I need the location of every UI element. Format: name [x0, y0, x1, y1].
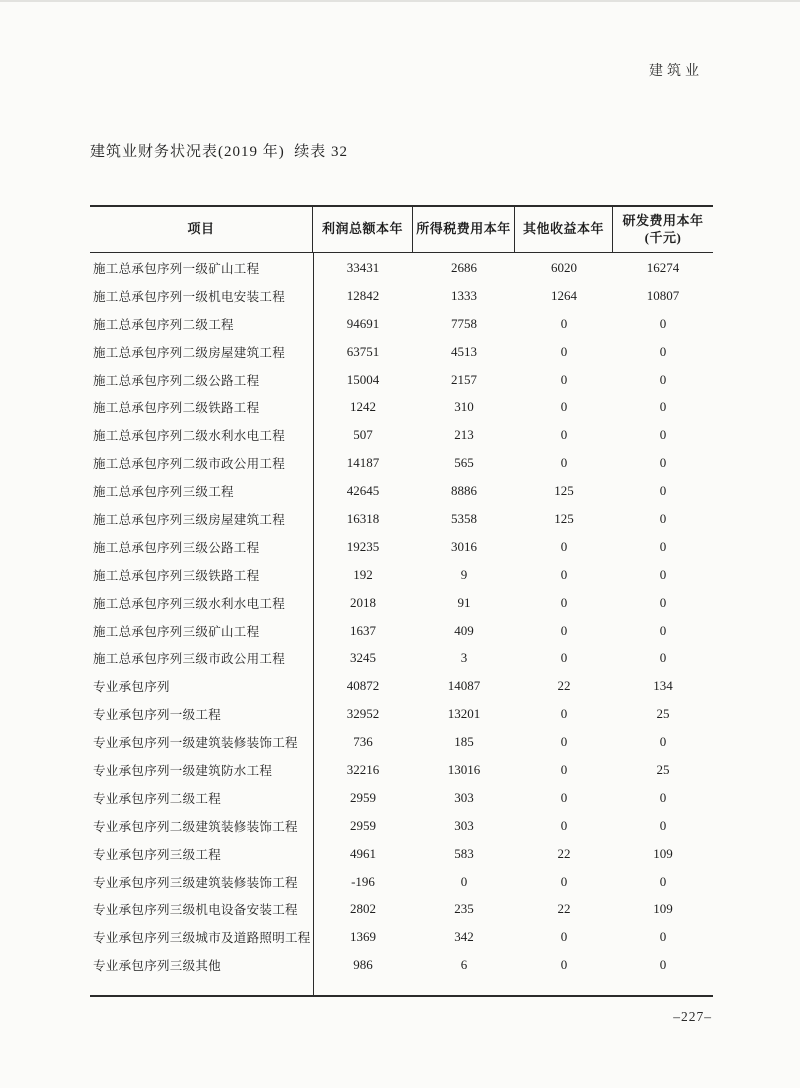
- other-income-cell: 125: [554, 483, 574, 499]
- total-profit-cell: 14187: [346, 455, 380, 471]
- total-profit-cell: 192: [353, 566, 373, 582]
- total-profit-cell: 986: [353, 957, 373, 973]
- total-profit-cell: 1369: [350, 929, 376, 945]
- column-header-item: 项目: [90, 207, 313, 252]
- table-row: [90, 728, 713, 756]
- item-cell: 施工总承包序列三级市政公用工程: [93, 652, 286, 667]
- item-cell: 施工总承包序列一级机电安装工程: [93, 289, 286, 304]
- income-tax-cell: 6: [460, 957, 468, 973]
- item-cell: 专业承包序列二级工程: [93, 791, 222, 806]
- total-profit-cell: 12842: [346, 287, 380, 303]
- rd-expense-cell: 0: [659, 789, 667, 805]
- table-row: [90, 672, 713, 700]
- income-tax-cell: 7758: [451, 315, 477, 331]
- other-income-cell: 0: [560, 650, 568, 666]
- table-row: [90, 310, 713, 338]
- other-income-cell: 0: [560, 399, 568, 415]
- other-income-cell: 0: [560, 929, 568, 945]
- table-row: [90, 617, 713, 645]
- item-cell: 专业承包序列一级建筑防水工程: [93, 763, 273, 778]
- other-income-cell: 6020: [551, 259, 577, 275]
- total-profit-cell: 736: [353, 734, 373, 750]
- item-cell: 施工总承包序列二级水利水电工程: [93, 429, 286, 444]
- total-profit-cell: 2959: [350, 817, 376, 833]
- table-row: [90, 812, 713, 840]
- table-row: [90, 895, 713, 923]
- other-income-cell: 0: [560, 734, 568, 750]
- table-header-row: [90, 205, 713, 253]
- income-tax-cell: 3016: [451, 538, 477, 554]
- total-profit-cell: 2959: [350, 789, 376, 805]
- income-tax-cell: 0: [460, 873, 468, 889]
- item-cell: 施工总承包序列二级工程: [93, 317, 234, 332]
- item-cell: 专业承包序列三级建筑装修装饰工程: [93, 875, 298, 890]
- item-cell: 施工总承包序列三级工程: [93, 485, 234, 500]
- other-income-cell: 1264: [551, 287, 577, 303]
- rd-expense-cell: 0: [659, 455, 667, 471]
- total-profit-cell: 1637: [350, 622, 376, 638]
- item-cell: 施工总承包序列三级房屋建筑工程: [93, 512, 286, 527]
- item-cell: 施工总承包序列一级矿山工程: [93, 261, 260, 276]
- table-row: [90, 449, 713, 477]
- table-row: [90, 561, 713, 589]
- income-tax-cell: 8886: [451, 483, 477, 499]
- item-cell: 专业承包序列: [93, 680, 170, 695]
- table-row: [90, 505, 713, 533]
- other-income-cell: 0: [560, 315, 568, 331]
- income-tax-cell: 13016: [447, 761, 481, 777]
- rd-expense-cell: 10807: [646, 287, 680, 303]
- rd-expense-cell: 109: [653, 845, 673, 861]
- total-profit-cell: 2018: [350, 594, 376, 610]
- item-cell: 施工总承包序列三级矿山工程: [93, 624, 260, 639]
- income-tax-cell: 13201: [447, 706, 481, 722]
- rd-expense-cell: 0: [659, 594, 667, 610]
- item-cell: 施工总承包序列三级水利水电工程: [93, 596, 286, 611]
- other-income-cell: 22: [557, 845, 571, 861]
- other-income-cell: 0: [560, 873, 568, 889]
- rd-expense-cell: 0: [659, 315, 667, 331]
- item-cell: 专业承包序列三级其他: [93, 959, 222, 974]
- rd-expense-cell: 0: [659, 371, 667, 387]
- table-row: [90, 951, 713, 979]
- column-header-other-income: 其他收益本年: [515, 207, 613, 252]
- rd-expense-cell: 0: [659, 650, 667, 666]
- column-header-rd-line2: (千元): [644, 229, 682, 245]
- income-tax-cell: 2686: [451, 259, 477, 275]
- table-row: [90, 393, 713, 421]
- item-cell: 施工总承包序列二级房屋建筑工程: [93, 345, 286, 360]
- table-row: [90, 700, 713, 728]
- column-header-rd-line1: 研发费用本年: [622, 212, 704, 228]
- item-cell: 专业承包序列一级工程: [93, 708, 222, 723]
- total-profit-cell: 32952: [346, 706, 380, 722]
- item-cell: 施工总承包序列二级公路工程: [93, 373, 260, 388]
- income-tax-cell: 185: [454, 734, 474, 750]
- total-profit-cell: 42645: [346, 483, 380, 499]
- income-tax-cell: 303: [454, 817, 474, 833]
- table-row: [90, 756, 713, 784]
- total-profit-cell: 4961: [350, 845, 376, 861]
- income-tax-cell: 14087: [447, 678, 481, 694]
- income-tax-cell: 235: [454, 901, 474, 917]
- rd-expense-cell: 0: [659, 622, 667, 638]
- table-row: [90, 840, 713, 868]
- income-tax-cell: 213: [454, 427, 474, 443]
- other-income-cell: 0: [560, 789, 568, 805]
- other-income-cell: 0: [560, 427, 568, 443]
- rd-expense-cell: 0: [659, 873, 667, 889]
- item-cell: 施工总承包序列三级公路工程: [93, 540, 260, 555]
- item-cell: 专业承包序列一级建筑装修装饰工程: [93, 736, 298, 751]
- table-row: [90, 477, 713, 505]
- total-profit-cell: 3245: [350, 650, 376, 666]
- item-cell: 专业承包序列三级工程: [93, 847, 222, 862]
- table-body: [90, 253, 713, 997]
- table-row: [90, 338, 713, 366]
- column-header-income-tax: 所得税费用本年: [413, 207, 515, 252]
- rd-expense-cell: 0: [659, 817, 667, 833]
- other-income-cell: 22: [557, 901, 571, 917]
- income-tax-cell: 303: [454, 789, 474, 805]
- table-row: [90, 589, 713, 617]
- total-profit-cell: 63751: [346, 343, 380, 359]
- rd-expense-cell: 0: [659, 343, 667, 359]
- income-tax-cell: 9: [460, 566, 468, 582]
- rd-expense-cell: 0: [659, 957, 667, 973]
- total-profit-cell: 2802: [350, 901, 376, 917]
- table-row: [90, 644, 713, 672]
- rd-expense-cell: 0: [659, 483, 667, 499]
- total-profit-cell: -196: [351, 873, 375, 889]
- table-row: [90, 421, 713, 449]
- income-tax-cell: 1333: [451, 287, 477, 303]
- income-tax-cell: 3: [460, 650, 468, 666]
- income-tax-cell: 342: [454, 929, 474, 945]
- rd-expense-cell: 109: [653, 901, 673, 917]
- total-profit-cell: 1242: [350, 399, 376, 415]
- table-row: [90, 923, 713, 951]
- income-tax-cell: 310: [454, 399, 474, 415]
- total-profit-cell: 16318: [346, 510, 380, 526]
- other-income-cell: 0: [560, 594, 568, 610]
- total-profit-cell: 507: [353, 427, 373, 443]
- rd-expense-cell: 16274: [646, 259, 680, 275]
- table-row: [90, 366, 713, 394]
- rd-expense-cell: 25: [656, 706, 670, 722]
- total-profit-cell: 15004: [346, 371, 380, 387]
- other-income-cell: 0: [560, 455, 568, 471]
- other-income-cell: 0: [560, 371, 568, 387]
- total-profit-cell: 94691: [346, 315, 380, 331]
- page-title: 建筑业财务状况表(2019 年) 续表 32: [90, 144, 348, 160]
- table-row: [90, 282, 713, 310]
- item-cell: 专业承包序列三级城市及道路照明工程: [93, 931, 311, 946]
- table-row: [90, 784, 713, 812]
- rd-expense-cell: 0: [659, 538, 667, 554]
- total-profit-cell: 40872: [346, 678, 380, 694]
- income-tax-cell: 409: [454, 622, 474, 638]
- column-header-total-profit: 利润总额本年: [313, 207, 413, 252]
- financial-table: [90, 205, 713, 997]
- income-tax-cell: 4513: [451, 343, 477, 359]
- income-tax-cell: 5358: [451, 510, 477, 526]
- other-income-cell: 0: [560, 622, 568, 638]
- other-income-cell: 0: [560, 566, 568, 582]
- table-row: [90, 868, 713, 896]
- rd-expense-cell: 0: [659, 566, 667, 582]
- section-corner-header: 建筑业: [649, 64, 703, 79]
- rd-expense-cell: 0: [659, 510, 667, 526]
- total-profit-cell: 32216: [346, 761, 380, 777]
- rd-expense-cell: 25: [656, 761, 670, 777]
- income-tax-cell: 565: [454, 455, 474, 471]
- table-row: [90, 533, 713, 561]
- page-number: –227–: [673, 1009, 712, 1024]
- rd-expense-cell: 0: [659, 929, 667, 945]
- total-profit-cell: 33431: [346, 259, 380, 275]
- other-income-cell: 0: [560, 817, 568, 833]
- other-income-cell: 0: [560, 957, 568, 973]
- item-cell: 施工总承包序列二级市政公用工程: [93, 457, 286, 472]
- other-income-cell: 0: [560, 706, 568, 722]
- other-income-cell: 0: [560, 343, 568, 359]
- other-income-cell: 0: [560, 538, 568, 554]
- item-cell: 专业承包序列三级机电设备安装工程: [93, 903, 298, 918]
- item-cell: 施工总承包序列三级铁路工程: [93, 568, 260, 583]
- rd-expense-cell: 0: [659, 399, 667, 415]
- other-income-cell: 125: [554, 510, 574, 526]
- rd-expense-cell: 0: [659, 427, 667, 443]
- table-row: [90, 254, 713, 282]
- income-tax-cell: 2157: [451, 371, 477, 387]
- income-tax-cell: 583: [454, 845, 474, 861]
- total-profit-cell: 19235: [346, 538, 380, 554]
- other-income-cell: 22: [557, 678, 571, 694]
- column-header-rd-expense: [613, 207, 713, 252]
- income-tax-cell: 91: [457, 594, 471, 610]
- item-cell: 专业承包序列二级建筑装修装饰工程: [93, 819, 298, 834]
- rd-expense-cell: 134: [653, 678, 673, 694]
- item-cell: 施工总承包序列二级铁路工程: [93, 401, 260, 416]
- other-income-cell: 0: [560, 761, 568, 777]
- rd-expense-cell: 0: [659, 734, 667, 750]
